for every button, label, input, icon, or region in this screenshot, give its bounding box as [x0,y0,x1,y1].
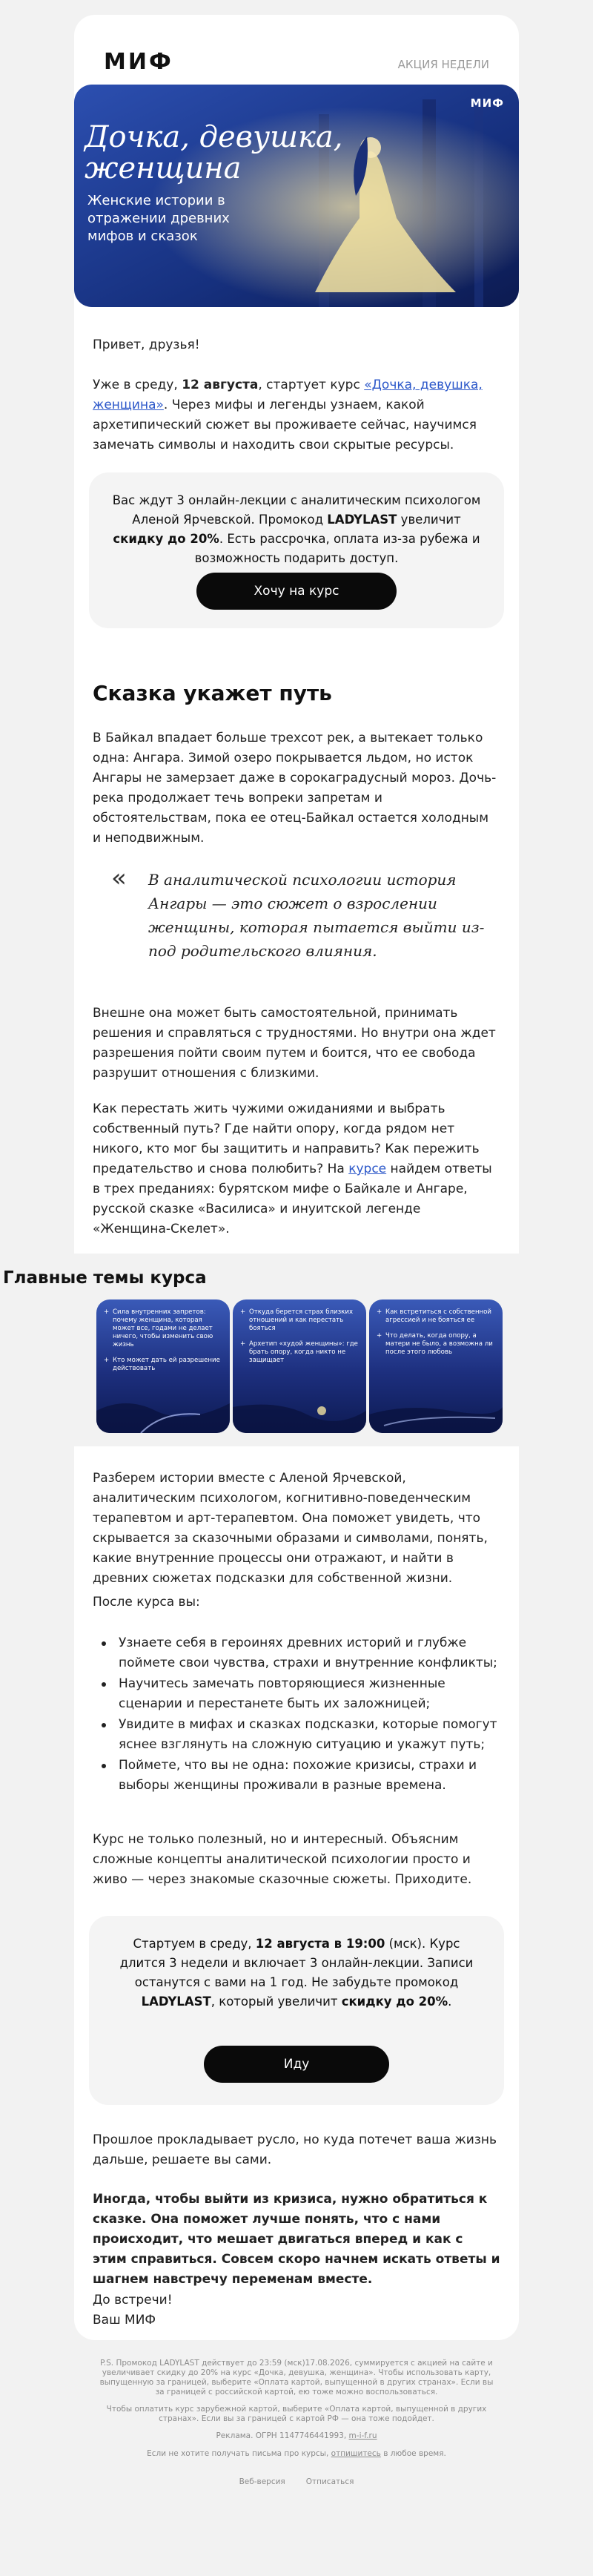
hero-title [85,122,351,184]
start-text: Стартуем в среду, 12 августа в 19:00 (мск). Курс длится 3 недели и включает 3 онлайн-лекции. Записи останутся с вами на 1 год. Не забудьте промокод LADYLAST, который увеличит скидку до 20%. [119,1937,474,2009]
footer-ps: P.S. Промокод LADYLAST действует до 23:59 (мск)17.08.2026, суммируется с акцией на сайте и увеличивает скидку до 20% на курс «Дочка, девушка, женщина». Чтобы использовать карту, выпущенную за границей, выберите «Оплата картой, выпущенной в других странах». Если вы за границей с российской картой, ею тоже можно воспользоваться. [99,2359,494,2397]
footer-ad: Реклама. ОГРН 1147746441993, m-i-f.ru [216,2431,377,2440]
logo[interactable]: МИФ [104,49,173,75]
theme-item: + Откуда берется страх близких отношений и как перестать бояться [240,1308,360,1333]
theme-item: + Сила внутренних запретов: почему женщина, которая может все, годами не делает ничего, чтобы изменить свою жизнь [104,1308,224,1349]
start-datetime: 12 августа в 19:00 [255,1937,385,1951]
after-course-label: После курса вы: [93,1595,200,1610]
promo-code: LADYLAST [327,513,397,527]
hero-subtitle: Женские истории в отражении древних мифов и сказок [87,193,230,244]
card-illustration [369,1381,503,1433]
interesting-paragraph: Курс не только полезный, но и интересный. Объясним сложные концепты аналитической психологии просто и живо — через знакомые сказочные сюжеты. Приходите. [93,1832,472,1887]
card-illustration [233,1381,366,1433]
river-paragraph: Прошлое прокладывает русло, но куда потечет ваша жизнь дальше, решаете вы сами. [93,2132,497,2167]
theme-card-items [240,1308,360,1372]
list-item: Узнаете себя в героинях древних историй и глубже поймете свои чувства, страхи и внутренние конфликты; [93,1633,504,1673]
quote-block [111,863,497,972]
footer-links [96,2477,497,2487]
course-inline-link[interactable]: курсе [348,1162,387,1176]
theme-card-1 [96,1299,230,1433]
signoff-1: До встречи! [93,2293,173,2307]
theme-item: + Архетип «худой женщины»: где брать опору, когда никто не защищает [240,1340,360,1365]
theme-card-3 [369,1299,503,1433]
theme-item: + Кто может дать ей разрешение действовать [104,1357,224,1373]
footer-unsubscribe-note: Если не хотите получать письма про курсы, отпишитесь в любое время. [147,2449,446,2458]
offer-box [89,472,504,628]
want-course-button[interactable]: Хочу на курс [196,573,397,610]
card-illustration [96,1381,230,1433]
course-link[interactable]: «Дочка, девушка, женщина» [93,378,483,412]
crisis-paragraph: Иногда, чтобы выйти из кризиса, нужно обратиться к сказке. Она поможет лучше понять, что с нами происходит, что мешает двигаться вперед и как с этим справиться. Совсем скоро начнем искать ответы и шагнем навстречу переменам вместе. [93,2192,500,2287]
list-item: Поймете, что вы не одна: похожие кризисы, страхи и выборы женщины проживали в разные времена. [93,1756,504,1796]
themes-title: Главные темы курса [3,1268,207,1288]
section-title: Сказка укажет путь [93,681,332,705]
hero-title-line1: Дочка, девушка, [85,120,343,154]
outside-paragraph: Внешне она может быть самостоятельной, принимать решения и справляться с трудностями. Но внутри она ждет разрешения пойти своим путем и боится, что ее свобода разрушит отношения с близкими. [93,1006,496,1081]
theme-card-2 [233,1299,366,1433]
offer-text: Вас ждут 3 онлайн-лекции с аналитическим психологом Аленой Ярчевской. Промокод LADYLAST увеличит скидку до 20%. Есть рассрочка, оплата из-за рубежа и возможность подарить доступ. [112,493,481,565]
discount: скидку до 20% [113,532,219,546]
hero-banner[interactable] [74,85,519,307]
greeting: Привет, друзья! [93,337,200,352]
email-body [74,15,519,2340]
discount: скидку до 20% [341,1994,448,2009]
go-button[interactable]: Иду [204,2046,389,2083]
theme-item: + Что делать, когда опору, а матери не было, а возможна ли после этого любовь [377,1332,497,1357]
promo-of-week-link[interactable]: АКЦИЯ НЕДЕЛИ [397,58,489,71]
site-link[interactable]: m-i-f.ru [348,2431,377,2440]
path-paragraph: Как перестать жить чужими ожиданиями и выбрать собственный путь? Где найти опору, когда рядом нет никого, кто мог бы защитить и направить? Как пережить предательство и снова полюбить? На курсе найдем ответы в трех преданиях: бурятском мифе о Байкале и Ангаре, русской сказке «Василиса» и инуитской легенде «Женщина-Скелет». [93,1101,492,1236]
web-version-link[interactable]: Веб-версия [239,2477,285,2486]
quote-icon: « [111,863,127,893]
quote-text: В аналитической психологии история Ангары — это сюжет о взрослении женщины, которая пытается выйти из-под родительского влияния. [148,871,485,960]
expert-paragraph: Разберем истории вместе с Аленой Ярчевской, аналитическим психологом, когнитивно-поведенческим терапевтом и арт-терапевтом. Она поможет увидеть, что скрывается за сказочными образами и символами, понять, какие внутренние процессы они отражают, и найти в древних сюжетах подсказки для собственной жизни. [93,1471,488,1586]
start-box [89,1916,504,2105]
footer-payment: Чтобы оплатить курс зарубежной картой, выберите «Оплата картой, выпущенной в других странах». Если вы за границей с картой РФ — она тоже подойдет. [106,2405,487,2423]
unsubscribe-inline-link[interactable]: отпишитесь [331,2449,381,2458]
list-item: Научитесь замечать повторяющиеся жизненные сценарии и перестанете быть их заложницей; [93,1674,504,1714]
hero-logo: МИФ [470,96,504,110]
theme-card-items [104,1308,224,1380]
list-item: Увидите в мифах и сказках подсказки, которые помогут яснее взглянуть на сложную ситуацию и укажут путь; [93,1715,504,1755]
unsubscribe-link[interactable]: Отписаться [305,2477,354,2486]
intro-paragraph: Уже в среду, 12 августа, стартует курс «Дочка, девушка, женщина». Через мифы и легенды узнаем, какой архетипический сюжет вы проживаете сейчас, научимся замечать символы и находить свои скрытые ресурсы. [93,378,483,452]
outcomes-list [93,1633,504,1796]
theme-card-items [377,1308,497,1364]
baikal-paragraph: В Байкал впадает больше трехсот рек, а вытекает только одна: Ангара. Зимой озеро покрывается льдом, но исток Ангары не замерзает даже в сорокаградусный мороз. Дочь-река продолжает течь вопреки запретам и обстоятельствам, пока ее отец-Байкал остается холодным и неподвижным. [93,731,497,846]
header [104,45,489,89]
hero-title-line2: женщина [85,151,242,185]
promo-code: LADYLAST [141,1994,211,2009]
start-date: 12 августа [182,378,259,392]
signoff-2: Ваш МИФ [93,2313,156,2328]
theme-item: + Как встретиться с собственной агрессией и не бояться ее [377,1308,497,1325]
